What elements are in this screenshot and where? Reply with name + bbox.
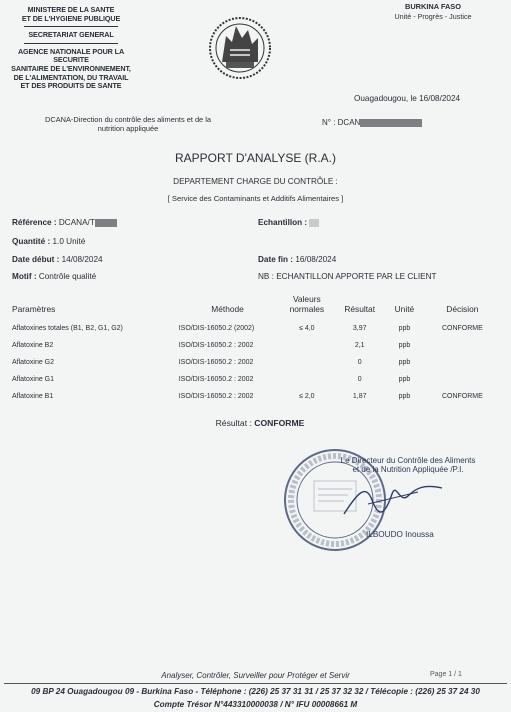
dcana-direction: [18, 116, 238, 133]
table-row: [10, 354, 500, 371]
cell-methode: ISO/DIS-16050.2 : 2002: [178, 359, 254, 366]
reference-label: Référence :: [12, 218, 57, 227]
results-table: [10, 294, 500, 405]
report-title: RAPPORT D'ANALYSE (R.A.): [175, 151, 336, 165]
header-divider: [24, 26, 118, 27]
date-debut-field: [12, 255, 103, 264]
echantillon-field: [258, 218, 319, 227]
cell-unite: ppb: [398, 325, 411, 332]
footer-divider: [4, 683, 507, 684]
quantite-field: [12, 237, 85, 246]
date-fin-field: [258, 255, 336, 264]
date-fin-value: 16/08/2024: [295, 255, 337, 264]
overall-result-label: Résultat :: [215, 418, 252, 428]
dcana-line-2: nutrition appliquée: [97, 123, 159, 133]
quantite-label: Quantité :: [12, 237, 51, 246]
cell-methode: ISO/DIS-16050.2 (2002): [178, 325, 255, 332]
page-number: Page 1 / 1: [430, 671, 462, 678]
cell-decision: CONFORME: [441, 393, 483, 400]
report-number: [322, 118, 422, 127]
cell-decision: [425, 371, 500, 388]
cell-valeurs: [278, 371, 335, 388]
cell-unite: ppb: [398, 359, 411, 366]
col-resultat: Résultat: [344, 304, 376, 314]
overall-result-value: CONFORME: [254, 418, 305, 428]
col-decision: Décision: [446, 304, 479, 314]
signatory-name: ILBOUDO Inoussa: [366, 530, 434, 539]
cell-methode: ISO/DIS-16050.2 : 2002: [178, 393, 254, 400]
director-line-2: et de la Nutrition Appliquée /P.I.: [352, 465, 464, 475]
table-row: [10, 388, 500, 405]
country-name: BURKINA FASO: [405, 2, 461, 11]
cell-valeurs: ≤ 4,0: [299, 325, 315, 332]
agency-line-4: ET DES PRODUITS DE SANTE: [20, 81, 122, 91]
quantite-value: 1.0 Unité: [52, 237, 86, 246]
cell-methode: ISO/DIS-16050.2 : 2002: [178, 342, 254, 349]
table-row: [10, 320, 500, 337]
cell-param: Aflatoxine G1: [12, 376, 55, 383]
cell-param: Aflatoxine B2: [12, 342, 54, 349]
issue-date: Ouagadougou, le 16/08/2024: [354, 94, 461, 103]
handwritten-signature-icon: [338, 474, 448, 524]
redacted-block: [309, 219, 319, 227]
dcana-line-1: DCANA-Direction du contrôle des aliments et de la: [45, 115, 211, 124]
report-number-label: N° : DCAN: [322, 118, 361, 127]
department-label: DEPARTEMENT CHARGE DU CONTRÔLE :: [173, 177, 338, 186]
col-parametres: Paramètres: [12, 304, 56, 314]
cell-resultat: 3,97: [352, 325, 367, 332]
anses-emblem-icon: [200, 12, 280, 86]
cell-param: Aflatoxines totales (B1, B2, G1, G2): [12, 325, 123, 332]
cell-resultat: 0: [357, 359, 362, 366]
motif-value: Contrôle qualité: [38, 272, 97, 281]
col-valeurs-line-2: normales: [289, 304, 325, 314]
service-label: [ Service des Contaminants et Additifs Alimentaires ]: [167, 194, 344, 203]
cell-resultat: 1,87: [352, 393, 367, 400]
reference-value: DCANA/T: [58, 218, 95, 227]
cell-resultat: 0: [357, 376, 362, 383]
redacted-block: [360, 119, 422, 127]
ministry-line-2: ET DE L'HYGIENE PUBLIQUE: [21, 13, 121, 23]
date-fin-label: Date fin :: [258, 255, 294, 264]
cell-param: Aflatoxine G2: [12, 359, 55, 366]
col-valeurs: [278, 294, 335, 320]
col-methode: Méthode: [211, 304, 244, 314]
cell-valeurs: [278, 337, 335, 354]
cell-decision: CONFORME: [441, 325, 483, 332]
national-motto: Unité - Progrès - Justice: [394, 11, 472, 21]
ministry-line-1: MINISTERE DE LA SANTE: [27, 5, 115, 14]
col-unite: Unité: [394, 304, 415, 314]
reference-field: [12, 218, 117, 227]
date-debut-value: 14/08/2024: [61, 255, 103, 264]
motif-field: [12, 272, 96, 281]
cell-decision: [425, 337, 500, 354]
cell-decision: [425, 354, 500, 371]
overall-result: [0, 418, 511, 428]
cell-valeurs: ≤ 2,0: [299, 393, 315, 400]
cell-unite: ppb: [398, 342, 411, 349]
date-debut-label: Date début :: [12, 255, 60, 264]
director-line-1: Le Directeur du Contrôle des Aliments: [340, 456, 476, 465]
agency-line-1: AGENCE NATIONALE POUR LA SECURITE: [17, 46, 125, 65]
table-row: [10, 371, 500, 388]
motif-label: Motif :: [12, 272, 37, 281]
header-divider: [24, 43, 118, 44]
cell-valeurs: [278, 354, 335, 371]
cell-unite: ppb: [398, 393, 411, 400]
cell-unite: ppb: [398, 376, 411, 383]
redacted-block: [95, 219, 117, 227]
ministry-header: [6, 6, 136, 91]
footer-address: 09 BP 24 Ouagadougou 09 - Burkina Faso - Téléphone : (226) 25 37 31 31 / 25 37 32 32 / Télécopie : (226) 25 37 24 30: [31, 687, 480, 696]
echantillon-label: Echantillon :: [258, 218, 308, 227]
director-title: [318, 456, 498, 475]
agency-line-3: DE L'ALIMENTATION, DU TRAVAIL: [13, 72, 129, 82]
col-valeurs-line-1: Valeurs: [292, 294, 321, 304]
cell-methode: ISO/DIS-16050.2 : 2002: [178, 376, 254, 383]
footer-treasury: Compte Trésor N°443310000038 / N° IFU 00008661 M: [153, 700, 358, 709]
agency-line-2: SANITAIRE DE L'ENVIRONNEMENT,: [11, 63, 131, 73]
table-header-row: [10, 294, 500, 320]
country-header: [373, 2, 493, 21]
table-row: [10, 337, 500, 354]
footer-slogan: Analyser, Contrôler, Surveiller pour Protéger et Servir: [161, 671, 350, 680]
cell-resultat: 2,1: [354, 342, 365, 349]
secretariat-label: SECRETARIAT GENERAL: [28, 30, 114, 40]
cell-param: Aflatoxine B1: [12, 393, 54, 400]
nb-note: NB : ECHANTILLON APPORTE PAR LE CLIENT: [258, 272, 437, 281]
